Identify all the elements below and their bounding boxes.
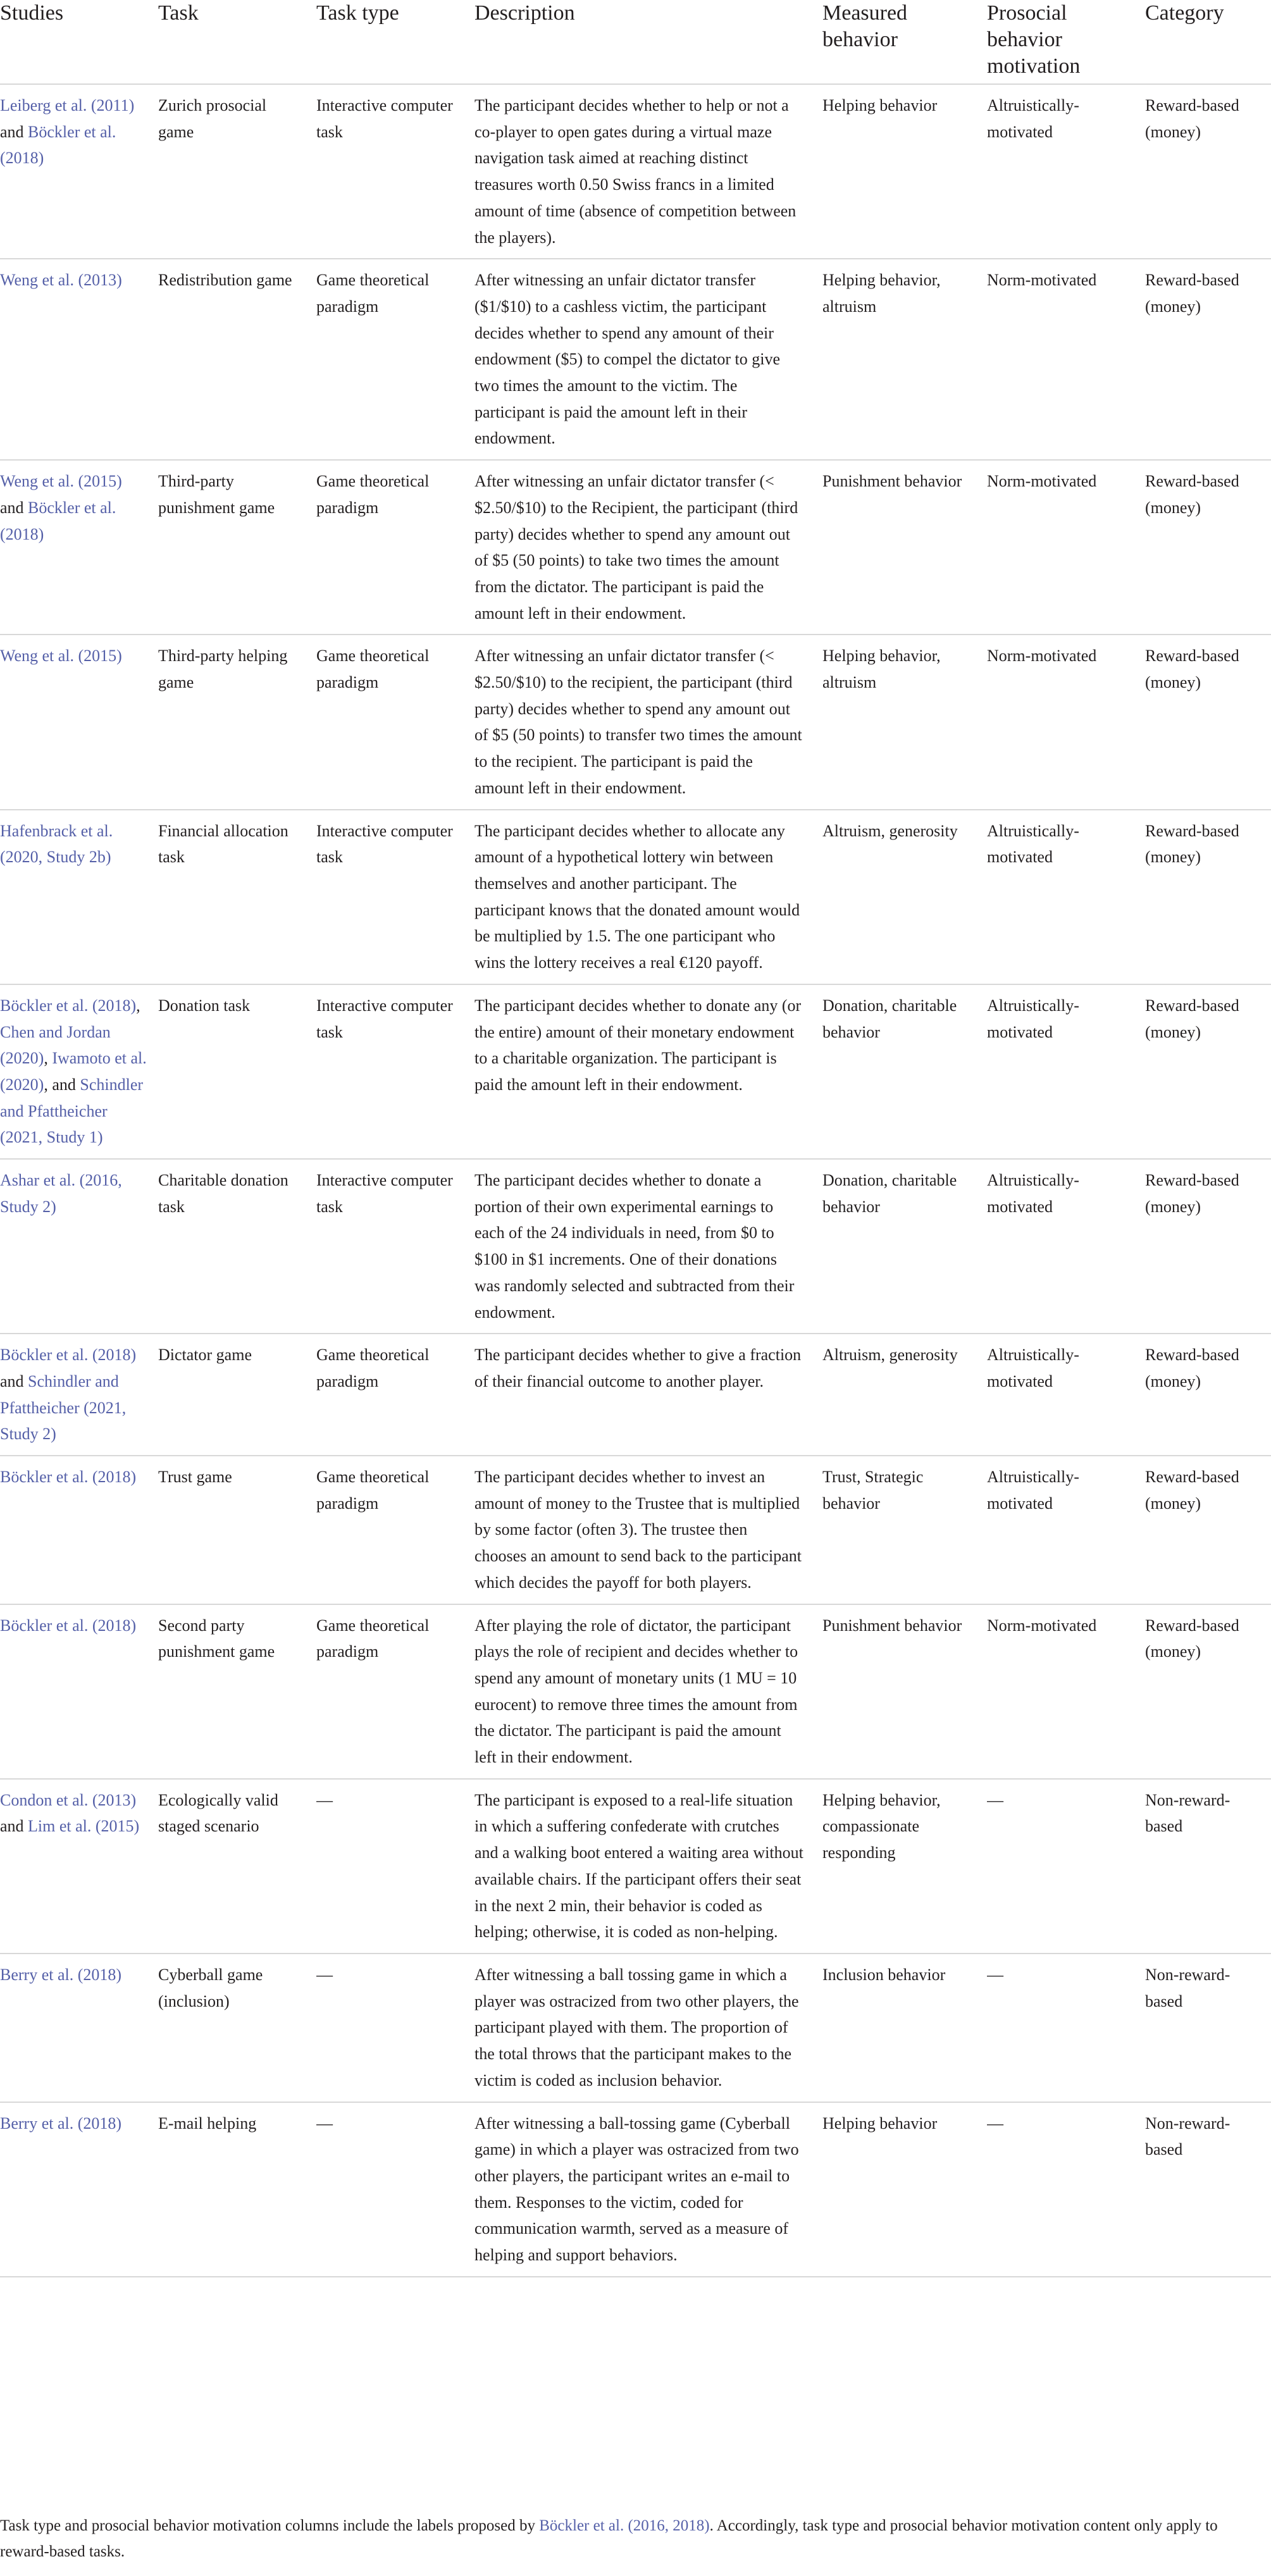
cell-measured-behavior: Helping behavior, altruism (822, 635, 987, 809)
citation-link[interactable]: Chen and Jordan (2020) (0, 1022, 111, 1068)
cell-category: Reward-based (money) (1145, 1456, 1271, 1604)
cell-measured-behavior: Punishment behavior (822, 1604, 987, 1779)
cell-task-type: Game theoretical paradigm (316, 259, 474, 460)
header-category: Category (1145, 0, 1271, 84)
header-motivation: Prosocial behavior motivation (987, 0, 1145, 84)
cell-task: Trust game (158, 1456, 316, 1604)
citation-link[interactable]: Berry et al. (2018) (0, 1966, 122, 1984)
header-measured-behavior: Measured behavior (822, 0, 987, 84)
cell-motivation: Altruistically-motivated (987, 1456, 1145, 1604)
cell-category: Non-reward-based (1145, 1779, 1271, 1954)
cell-motivation: Altruistically-motivated (987, 1334, 1145, 1456)
cell-category: Non-reward-based (1145, 2102, 1271, 2277)
citation-link[interactable]: Böckler et al. (2018) (0, 996, 137, 1015)
cell-description: The participant decides whether to help or not a co-player to open gates during a virtual maze navigation task aimed at reaching distinct treasures worth 0.50 Swiss francs in a limited amount of time (absence of competition between the players). (474, 84, 822, 259)
citation-connector: and (0, 122, 28, 141)
cell-task: Ecologically valid staged scenario (158, 1779, 316, 1954)
citation-connector: and (0, 498, 28, 517)
citation-link[interactable]: Weng et al. (2015) (0, 647, 122, 666)
citation-connector: , and (44, 1075, 80, 1094)
citation-link[interactable]: Weng et al. (2013) (0, 271, 122, 290)
cell-description: After witnessing an unfair dictator transfer ($1/$10) to a cashless victim, the participant decides whether to spend any amount of their endowment ($5) to compel the dictator to give two times the amount to the victim. The participant is paid the amount left in their endowment. (474, 259, 822, 460)
citation-link[interactable]: Böckler et al. (2018) (0, 1468, 137, 1487)
cell-task-type: Game theoretical paradigm (316, 635, 474, 809)
cell-description: The participant decides whether to give a fraction of their financial outcome to another player. (474, 1334, 822, 1456)
cell-motivation: — (987, 1954, 1145, 2102)
cell-studies (0, 810, 158, 984)
citation-link[interactable]: Leiberg et al. (2011) (0, 96, 135, 115)
table-row (0, 1604, 1271, 1779)
citation-link[interactable]: Hafenbrack et al. (2020, Study 2b) (0, 821, 113, 867)
cell-measured-behavior: Helping behavior, altruism (822, 259, 987, 460)
citation-link[interactable]: Böckler et al. (2018) (0, 1346, 137, 1365)
cell-motivation: Altruistically-motivated (987, 984, 1145, 1159)
cell-task: Second party punishment game (158, 1604, 316, 1779)
citation-link[interactable]: Lim et al. (2015) (28, 1817, 140, 1836)
citation-link[interactable]: Böckler et al. (2018) (0, 122, 116, 168)
citation-connector: and (0, 1372, 28, 1390)
cell-motivation: Norm-motivated (987, 460, 1145, 635)
cell-measured-behavior: Altruism, generosity (822, 810, 987, 984)
cell-category: Reward-based (money) (1145, 810, 1271, 984)
cell-category: Reward-based (money) (1145, 1334, 1271, 1456)
cell-studies (0, 984, 158, 1159)
cell-motivation: — (987, 2102, 1145, 2277)
citation-connector: , (44, 1049, 53, 1068)
cell-measured-behavior: Helping behavior (822, 2102, 987, 2277)
cell-studies (0, 635, 158, 809)
cell-category: Reward-based (money) (1145, 1159, 1271, 1334)
footnote-text-after: . Accordingly, task type and prosocial behavior motivation content only apply to reward-based tasks. (0, 2517, 1218, 2560)
table-row (0, 1334, 1271, 1456)
citation-link[interactable]: Böckler et al. (2018) (0, 1616, 137, 1635)
cell-studies (0, 84, 158, 259)
cell-description: After playing the role of dictator, the participant plays the role of recipient and decides whether to spend any amount of monetary units (1 MU = 10 eurocent) to remove three times the amount from the dictator. The participant is paid the amount left in their endowment. (474, 1604, 822, 1779)
cell-motivation: Altruistically-motivated (987, 810, 1145, 984)
cell-task: Third-party punishment game (158, 460, 316, 635)
header-task-type: Task type (316, 0, 474, 84)
table-row (0, 2102, 1271, 2277)
cell-task: Financial allocation task (158, 810, 316, 984)
cell-measured-behavior: Helping behavior (822, 84, 987, 259)
cell-motivation: Norm-motivated (987, 635, 1145, 809)
cell-measured-behavior: Donation, charitable behavior (822, 984, 987, 1159)
cell-measured-behavior: Donation, charitable behavior (822, 1159, 987, 1334)
cell-task-type: — (316, 2102, 474, 2277)
header-task: Task (158, 0, 316, 84)
table-row (0, 259, 1271, 460)
citation-link[interactable]: Schindler and Pfattheicher (2021, Study 2) (0, 1372, 127, 1444)
cell-studies (0, 1779, 158, 1954)
citation-link[interactable]: Böckler et al. (2018) (0, 498, 116, 543)
table-row (0, 1159, 1271, 1334)
citation-link[interactable]: Berry et al. (2018) (0, 2114, 122, 2133)
citation-link[interactable]: Iwamoto et al. (2020) (0, 1049, 147, 1094)
citation-link[interactable]: Condon et al. (2013) (0, 1790, 137, 1809)
cell-studies (0, 460, 158, 635)
cell-studies (0, 1954, 158, 2102)
citation-link[interactable]: Schindler and Pfattheicher (2021, Study 1) (0, 1075, 144, 1147)
cell-description: The participant decides whether to invest an amount of money to the Trustee that is multiplied by some factor (often 3). The trustee then chooses an amount to send back to the participant which decides the payoff for both players. (474, 1456, 822, 1604)
cell-description: After witnessing a ball-tossing game (Cyberball game) in which a player was ostracized from two other players, the participant writes an e-mail to them. Responses to the victim, coded for communication warmth, served as a measure of helping and support behaviors. (474, 2102, 822, 2277)
table-header (0, 0, 1271, 84)
table-row (0, 84, 1271, 259)
header-description: Description (474, 0, 822, 84)
cell-task: Zurich prosocial game (158, 84, 316, 259)
footnote-citation-link[interactable]: Böckler et al. (2016, 2018) (539, 2517, 710, 2534)
cell-category: Reward-based (money) (1145, 84, 1271, 259)
cell-task-type: Game theoretical paradigm (316, 1456, 474, 1604)
cell-task: Redistribution game (158, 259, 316, 460)
header-studies: Studies (0, 0, 158, 84)
citation-link[interactable]: Weng et al. (2015) (0, 472, 122, 491)
cell-measured-behavior: Altruism, generosity (822, 1334, 987, 1456)
citation-connector: , (136, 996, 140, 1015)
cell-task-type: Game theoretical paradigm (316, 1334, 474, 1456)
cell-category: Reward-based (money) (1145, 1604, 1271, 1779)
citation-connector: and (0, 1817, 28, 1836)
table-row (0, 1456, 1271, 1604)
cell-description: After witnessing a ball tossing game in which a player was ostracized from two other players, the participant played with them. The proportion of the total throws that the participant makes to the victim is coded as inclusion behavior. (474, 1954, 822, 2102)
cell-studies (0, 1159, 158, 1334)
cell-studies (0, 1604, 158, 1779)
cell-task: Charitable donation task (158, 1159, 316, 1334)
cell-task-type: Interactive computer task (316, 810, 474, 984)
cell-task-type: Interactive computer task (316, 1159, 474, 1334)
cell-task: Donation task (158, 984, 316, 1159)
cell-task-type: Game theoretical paradigm (316, 1604, 474, 1779)
cell-motivation: Altruistically-motivated (987, 1159, 1145, 1334)
table-footnote (0, 2513, 1265, 2565)
cell-task-type: Interactive computer task (316, 84, 474, 259)
cell-description: After witnessing an unfair dictator transfer (< $2.50/$10) to the Recipient, the participant (third party) decides whether to spend any amount out of $5 (50 points) to take two times the amount from the dictator. The participant is paid the amount left in their endowment. (474, 460, 822, 635)
table-body (0, 84, 1271, 2277)
cell-description: The participant decides whether to donate a portion of their own experimental earnings to each of the 24 individuals in need, from $0 to $100 in $1 increments. One of their donations was randomly selected and subtracted from their endowment. (474, 1159, 822, 1334)
table-row (0, 635, 1271, 809)
cell-task: Third-party helping game (158, 635, 316, 809)
cell-category: Reward-based (money) (1145, 259, 1271, 460)
cell-task-type: Game theoretical paradigm (316, 460, 474, 635)
cell-category: Reward-based (money) (1145, 635, 1271, 809)
cell-motivation: Altruistically-motivated (987, 84, 1145, 259)
cell-category: Non-reward-based (1145, 1954, 1271, 2102)
cell-motivation: — (987, 1779, 1145, 1954)
cell-studies (0, 1456, 158, 1604)
table-row (0, 984, 1271, 1159)
table-row (0, 1779, 1271, 1954)
cell-studies (0, 1334, 158, 1456)
cell-task-type: — (316, 1954, 474, 2102)
cell-category: Reward-based (money) (1145, 460, 1271, 635)
cell-description: After witnessing an unfair dictator transfer (< $2.50/$10) to the recipient, the participant (third party) decides whether to spend any amount out of $5 (50 points) to transfer two times the amount to the recipient. The participant is paid the amount left in their endowment. (474, 635, 822, 809)
cell-motivation: Norm-motivated (987, 1604, 1145, 1779)
table-row (0, 1954, 1271, 2102)
citation-link[interactable]: Ashar et al. (2016, Study 2) (0, 1171, 122, 1216)
header-row (0, 0, 1271, 84)
cell-task: E-mail helping (158, 2102, 316, 2277)
table-row (0, 460, 1271, 635)
cell-task-type: — (316, 1779, 474, 1954)
cell-studies (0, 259, 158, 460)
cell-measured-behavior: Trust, Strategic behavior (822, 1456, 987, 1604)
cell-task: Cyberball game (inclusion) (158, 1954, 316, 2102)
cell-measured-behavior: Inclusion behavior (822, 1954, 987, 2102)
cell-description: The participant decides whether to allocate any amount of a hypothetical lottery win between themselves and another participant. The participant knows that the donated amount would be multiplied by 1.5. The one participant who wins the lottery receives a real €120 payoff. (474, 810, 822, 984)
cell-task-type: Interactive computer task (316, 984, 474, 1159)
cell-studies (0, 2102, 158, 2277)
cell-measured-behavior: Helping behavior, compassionate responding (822, 1779, 987, 1954)
cell-description: The participant is exposed to a real-life situation in which a suffering confederate with crutches and a walking boot entered a waiting area without available chairs. If the participant offers their seat in the next 2 min, their behavior is coded as helping; otherwise, it is coded as non-helping. (474, 1779, 822, 1954)
table-row (0, 810, 1271, 984)
cell-category: Reward-based (money) (1145, 984, 1271, 1159)
cell-description: The participant decides whether to donate any (or the entire) amount of their monetary endowment to a charitable organization. The participant is paid the amount left in their endowment. (474, 984, 822, 1159)
cell-task: Dictator game (158, 1334, 316, 1456)
cell-motivation: Norm-motivated (987, 259, 1145, 460)
footnote-text-before: Task type and prosocial behavior motivation columns include the labels proposed by (0, 2517, 540, 2534)
cell-measured-behavior: Punishment behavior (822, 460, 987, 635)
